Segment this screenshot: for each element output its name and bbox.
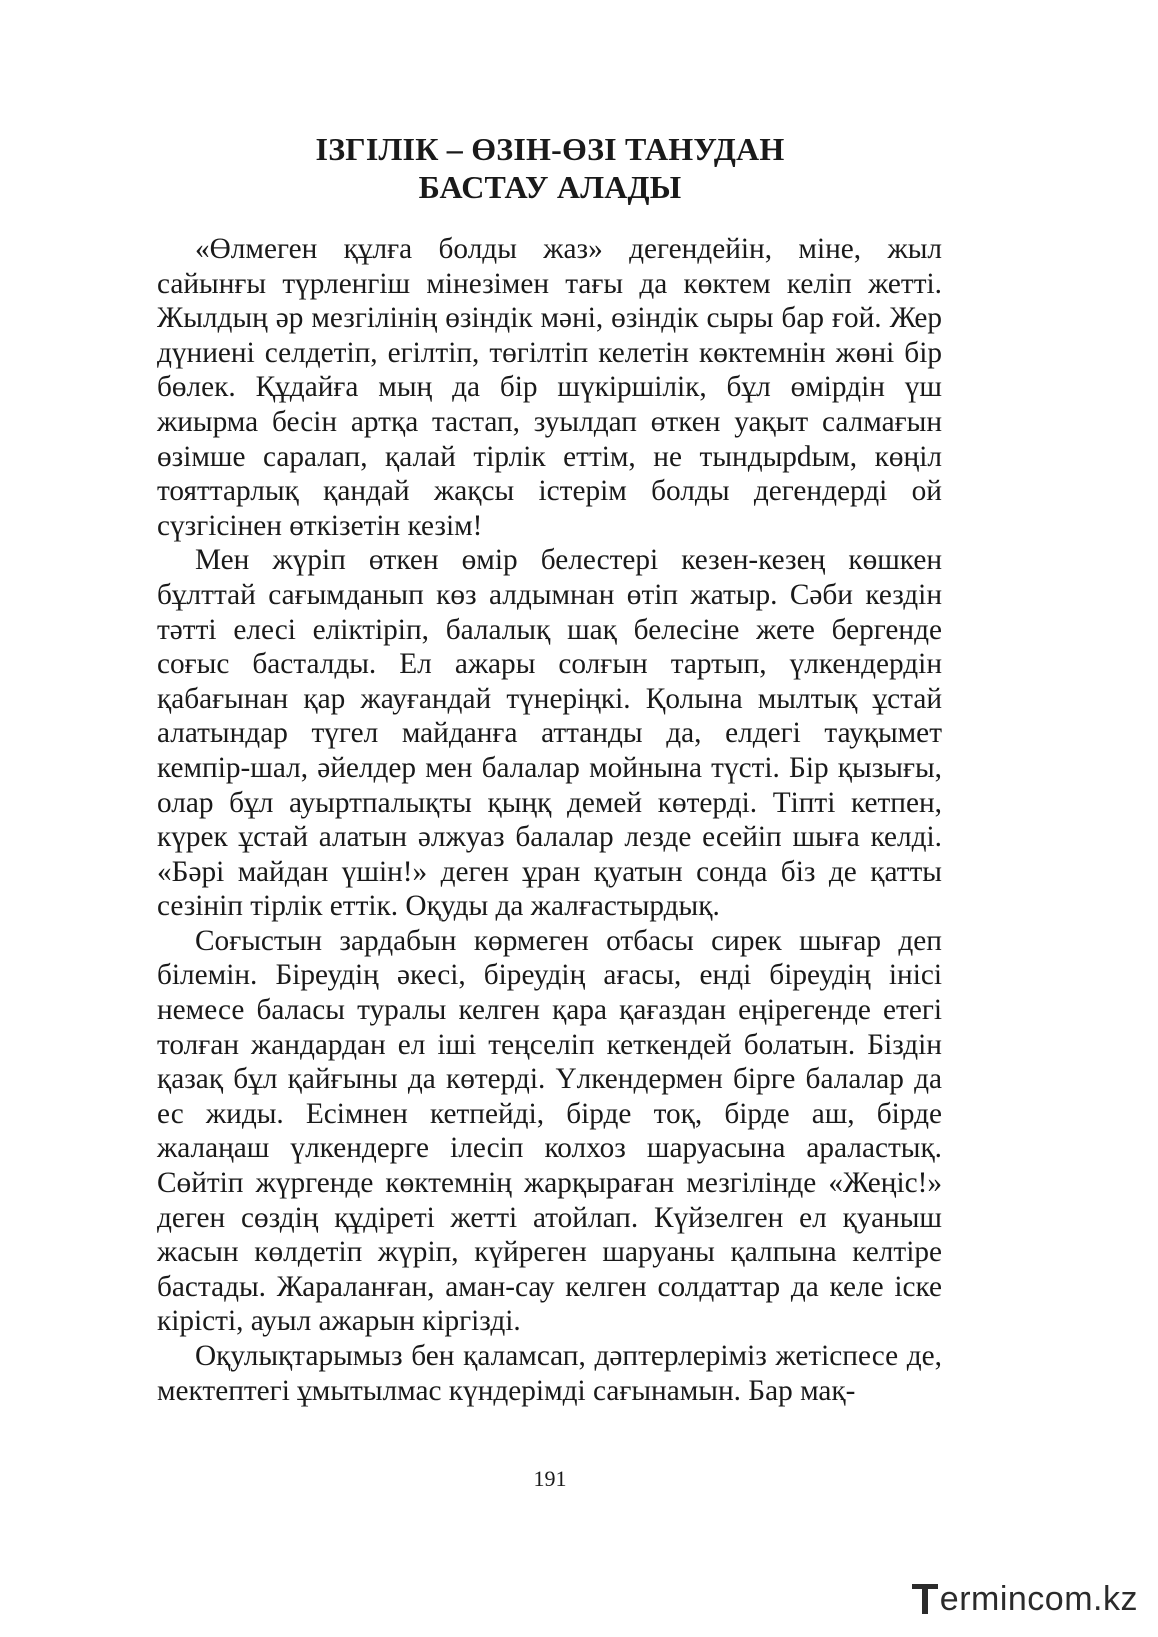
watermark-text-domain: m.kz: [1064, 1580, 1138, 1618]
chapter-title-line-1: ІЗГІЛІК – ӨЗІН-ӨЗІ ТАНУДАН: [315, 131, 785, 167]
paragraph: Соғыстын зардабын көрмеген отбасы сирек шығар деп білемін. Біреудің әкесі, біреудің ағасы, енді біреудің інісі немесе баласы туралы келген қара қағаздан еңірегенде етегі толған жандардан ел іші теңселіп кеткендей болатын. Біздін қазақ бұл қайғыны да көтерді. Үлкендермен бірге балалар да ес жиды. Есімнен кетпейді, бірде тоқ, бірде аш, бірде жалаңаш үлкендерге ілесіп колхоз шаруасына араластық. Сөйтіп жүргенде көктемнің жарқыраған мезгілінде «Жеңіс!» деген сөздің құдіреті жетті атойлап. Күйзелген ел қуаныш жасын көлдетіп жүріп, күйреген шаруаны қалпына келтіре бастады. Жараланған, аман-сау келген солдаттар да келе іске кірісті, ауыл ажарын кіргізді.: [157, 924, 942, 1338]
chapter-title-line-2: БАСТАУ АЛАДЫ: [418, 169, 682, 205]
paragraph: «Өлмеген құлға болды жаз» дегендейін, міне, жыл сайынғы түрленгіш мінезімен тағы да көктем келіп жетті. Жылдың әр мезгілінің өзіндік мәні, өзіндік сыры бар ғой. Жер дүниені селдетіп, егілтіп, төгілтіп келетін көктемнін жөні бір бөлек. Құдайға мың да бір шүкіршілік, бұл өмірдін үш жиырма бесін артқа тастап, зуылдап өткен уақыт салмағын өзімше саралап, қалай тірлік еттім, не тындырdым, көңіл тояттарлық қандай жақсы істерім болды дегендерді ой сүзгісінен өткізетін кезім!: [157, 233, 942, 542]
watermark-text: ermincо: [939, 1580, 1065, 1618]
paragraph: Мен жүріп өткен өмір белестері кезен-кезең көшкен бұлттай сағымданып көз алдымнан өтіп жатыр. Сәби кездін тәтті елесі еліктіріп, балалық шақ белесіне жете бергенде соғыс басталды. Ел ажары солғын тартып, үлкендердін қабағынан қар жауғандай түнеріңкі. Қолына мылтық ұстай алатындар түгел майданға аттанды да, елдегі тауқымет кемпір-шал, әйелдер мен балалар мойнына түсті. Бір қызығы, олар бұл ауыртпалықты қыңқ демей көтерді. Тіпті кетпен, күрек ұстай алатын әлжуаз балалар лезде есейіп шыға келді. «Бәрі майдан үшін!» деген ұран қуатын сонда біз де қатты сезініп тірлік еттік. Оқуды да жалғастырдық.: [157, 544, 942, 923]
watermark-logo: [912, 1579, 1138, 1619]
t-logo-icon: [912, 1582, 938, 1616]
paragraph: Оқулықтарымыз бен қаламсап, дәптерлеріміз жетіспесе де, мектептегі ұмытылмас күндерімді сағынамын. Бар мақ-: [157, 1340, 942, 1407]
page-number: 191: [533, 1466, 567, 1491]
chapter-title: [0, 130, 1100, 206]
body-text: [157, 232, 942, 1408]
